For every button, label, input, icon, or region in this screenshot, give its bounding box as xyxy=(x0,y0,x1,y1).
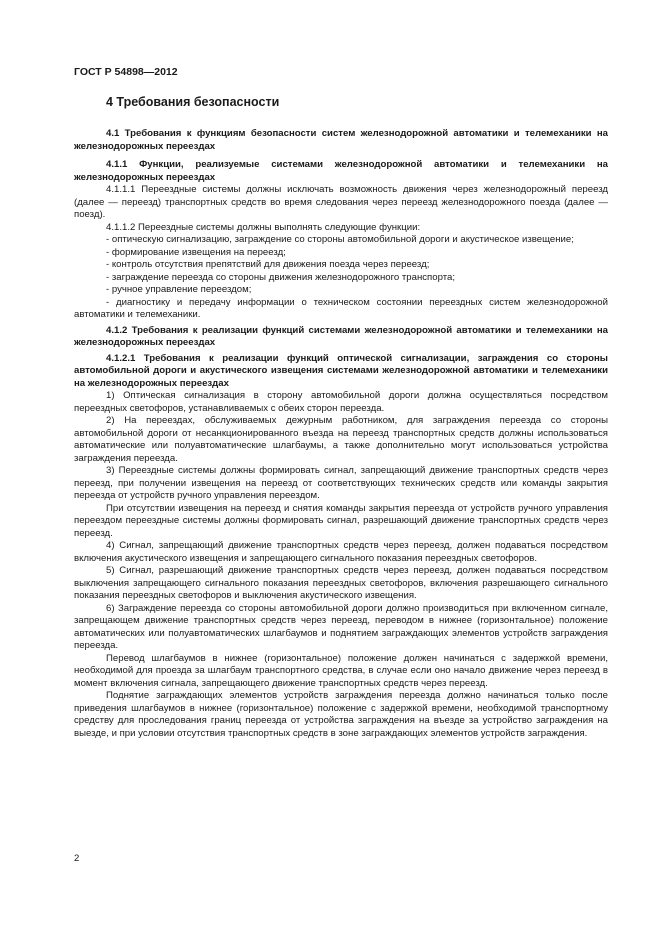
paragraph: Перевод шлагбаумов в нижнее (горизонтальное) положение должен начинаться с задержкой времени, необходимой для проезда за шлагбаум транспортного средства, в случае если оно начало движение через переезд в момент включения сигнала, запрещающего движение транспортных средств через переезд. xyxy=(74,652,608,689)
standard-header: ГОСТ Р 54898—2012 xyxy=(74,66,178,78)
page-number: 2 xyxy=(74,853,80,864)
paragraph: 4.1.1.1 Переездные системы должны исключать возможность движения через железнодорожный переезд (далее — переезд) транспортных средств во время следования через переезд железнодорожного поезда (далее — поезд). xyxy=(74,184,608,220)
paragraph: 1) Оптическая сигнализация в сторону автомобильной дороги должна осуществляться посредством переездных светофоров, устанавливаемых с обеих сторон переезда. xyxy=(74,390,608,414)
document-body xyxy=(74,128,608,740)
paragraph: 4.1.1.2 Переездные системы должны выполнять следующие функции: xyxy=(106,221,421,233)
list-item: - диагностику и передачу информации о техническом состоянии переездных систем железнодорожной автоматики и телемеханики. xyxy=(74,296,608,320)
paragraph: 6) Заграждение переезда со стороны автомобильной дороги должно производиться при включенном сигнале, запрещающем движение транспортных средств через переезд, переводом в нижнее (горизонтальное) положение автоматических или полуавтоматических шлагбаумов и поднятием заграждающих элементов устройств заграждения переезда. xyxy=(74,602,608,651)
section-title: 4 Требования безопасности xyxy=(106,95,280,109)
list-item: - ручное управление переездом; xyxy=(106,284,252,295)
paragraph: 5) Сигнал, разрешающий движение транспортных средств через переезд, должен подаваться посредством выключения запрещающего сигнального показания переездных светофоров, включения разрешающего сигнального показания переездных светофоров и выключения акустического извещения. xyxy=(74,565,608,601)
paragraph: 2) На переездах, обслуживаемых дежурным работником, для заграждения переезда со стороны автомобильной дороги от несанкционированного въезда на переезд транспортных средств должны использоваться автоматические или полуавтоматические шлагбаумы, а также дополнительно могут использоваться устройства заграждения переезда. xyxy=(74,415,608,464)
list-item: - оптическую сигнализацию, заграждение со стороны автомобильной дороги и акустическое извещение; xyxy=(106,234,574,245)
section-heading: 4.1 Требования к функциям безопасности систем железнодорожной автоматики и телемеханики на железнодорожных переездах xyxy=(74,128,608,152)
list-item: - заграждение переезда со стороны движения железнодорожного транспорта; xyxy=(106,271,455,283)
paragraph: 3) Переездные системы должны формировать сигнал, запрещающий движение транспортных средств через переезд, при получении извещения на переезд от соответствующих технических средств или команды закрытия переезда от устройств ручного управления переездом. xyxy=(74,465,608,501)
paragraph: Поднятие заграждающих элементов устройств заграждения переезда должно начинаться только после приведения шлагбаумов в нижнее (горизонтальное) положение с задержкой времени, необходимой транспортному средству для проследования границ переезда от устройства заграждения на въезде за устройство заграждения на выезде, и при условии отсутствия транспортных средств в зоне заграждающих элементов устройств заграждения. xyxy=(74,690,608,739)
list-item: - контроль отсутствия препятствий для движения поезда через переезд; xyxy=(106,259,430,270)
section-heading: 4.1.1 Функции, реализуемые системами железнодорожной автоматики и телемеханики на железнодорожных переездах xyxy=(74,159,608,183)
paragraph: 4) Сигнал, запрещающий движение транспортных средств через переезд, должен подаваться посредством включения акустического извещения и запрещающего сигнального показания переездных светофоров. xyxy=(74,540,608,564)
paragraph: При отсутствии извещения на переезд и снятия команды закрытия переезда от устройств ручного управления переездом переездные системы должны формировать сигнал, разрешающий движение транспортных средств через переезд. xyxy=(74,502,608,539)
section-heading: 4.1.2 Требования к реализации функций системами железнодорожной автоматики и телемеханики на железнодорожных переездах xyxy=(74,324,608,348)
list-item: - формирование извещения на переезд; xyxy=(106,246,286,258)
section-heading: 4.1.2.1 Требования к реализации функций оптической сигнализации, заграждения со стороны автомобильной дороги и акустического извещения системами железнодорожной автоматики и телемеханики на железнодорожных переездах xyxy=(74,352,608,389)
